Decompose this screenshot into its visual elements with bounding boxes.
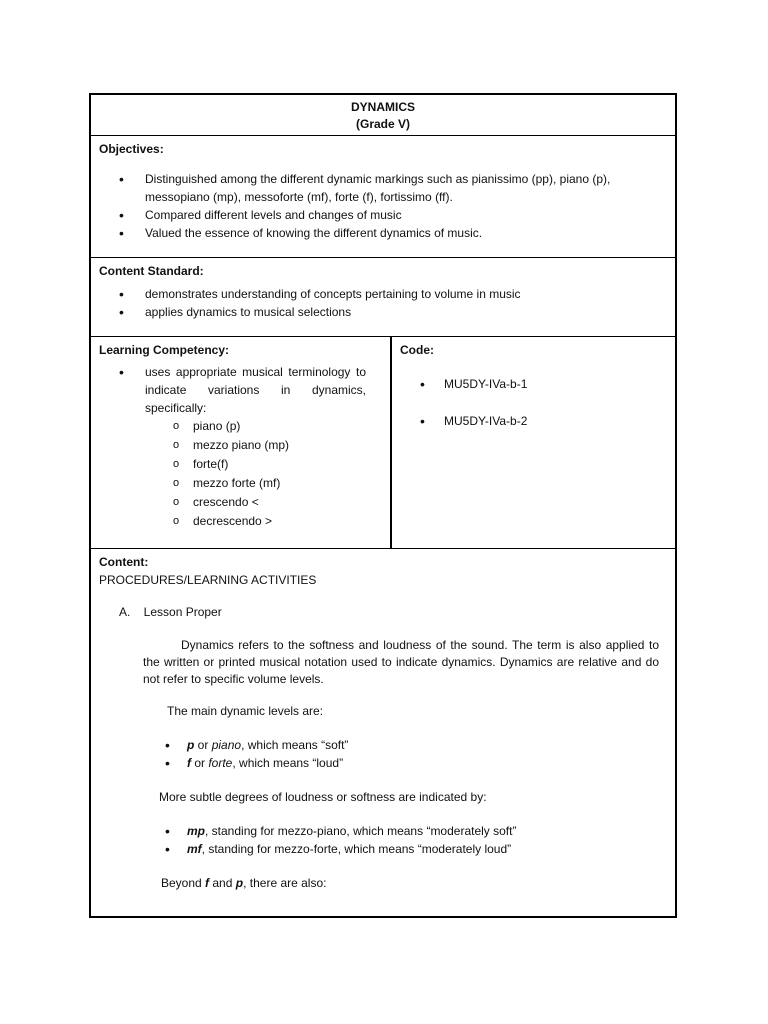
content-label: Content: — [99, 555, 149, 569]
competency-item: • uses appropriate musical terminology to indicate variations in dynamics, specifically: — [99, 363, 382, 417]
competency-subitem: o mezzo forte (mf) — [99, 474, 382, 493]
standard-item: • applies dynamics to musical selections — [99, 303, 667, 321]
content-standard-list — [99, 285, 667, 321]
code-item: • MU5DY-IVa-b-2 — [400, 412, 667, 430]
objective-item: • Compared different levels and changes of music — [99, 206, 667, 224]
objectives-row — [91, 136, 675, 258]
competency-label: Learning Competency: — [99, 343, 230, 357]
mezzo-forte-item: • mf, standing for mezzo-forte, which means “moderately loud” — [99, 840, 667, 858]
competency-subitem: o decrescendo > — [99, 512, 382, 531]
objectives-list — [99, 170, 667, 242]
code-item: • MU5DY-IVa-b-1 — [400, 375, 667, 393]
content-row — [91, 549, 675, 918]
lesson-plan-table — [89, 93, 677, 918]
subtle-levels-list — [99, 822, 667, 858]
content-standard-label: Content Standard: — [99, 264, 204, 278]
main-levels-list — [99, 736, 667, 772]
subtle-degrees-text: More subtle degrees of loudness or softness are indicated by: — [159, 790, 487, 804]
piano-item: • p or piano, which means “soft” — [99, 736, 667, 754]
competency-sublist — [99, 417, 382, 531]
lesson-title: DYNAMICS — [350, 100, 415, 114]
competency-list — [99, 363, 382, 417]
grade-label: (Grade V) — [355, 117, 410, 131]
forte-item: • f or forte, which means “loud” — [99, 754, 667, 772]
competency-subitem: o crescendo < — [99, 493, 382, 512]
main-levels-text: The main dynamic levels are: — [167, 704, 324, 718]
competency-subitem: o forte(f) — [99, 455, 382, 474]
title-row — [91, 95, 675, 136]
lesson-proper-heading: A. Lesson Proper — [119, 605, 222, 619]
mezzo-piano-item: • mp, standing for mezzo-piano, which means “moderately soft” — [99, 822, 667, 840]
objective-item: • Valued the essence of knowing the different dynamics of music. — [99, 224, 667, 242]
objective-item: • Distinguished among the different dynamic markings such as pianissimo (pp), piano (p), messopiano (mp), messoforte (mf), forte (f), fortissimo (ff). — [99, 170, 667, 206]
objectives-label: Objectives: — [99, 142, 164, 156]
standard-item: • demonstrates understanding of concepts pertaining to volume in music — [99, 285, 667, 303]
beyond-text: Beyond f and p, there are also: — [161, 876, 327, 890]
content-standard-row — [91, 258, 675, 337]
competency-subitem: o mezzo piano (mp) — [99, 436, 382, 455]
competency-subitem: o piano (p) — [99, 417, 382, 436]
procedures-heading: PROCEDURES/LEARNING ACTIVITIES — [99, 573, 317, 587]
competency-cell — [91, 337, 392, 548]
code-cell — [392, 337, 675, 548]
competency-code-row — [91, 337, 675, 549]
dynamics-paragraph: Dynamics refers to the softness and loudness of the sound. The term is also applied to the written or printed musical notation used to indicate dynamics. Dynamics are relative and do not refer to specific volume levels. — [143, 638, 659, 686]
code-label: Code: — [400, 343, 434, 357]
code-list — [400, 375, 667, 430]
